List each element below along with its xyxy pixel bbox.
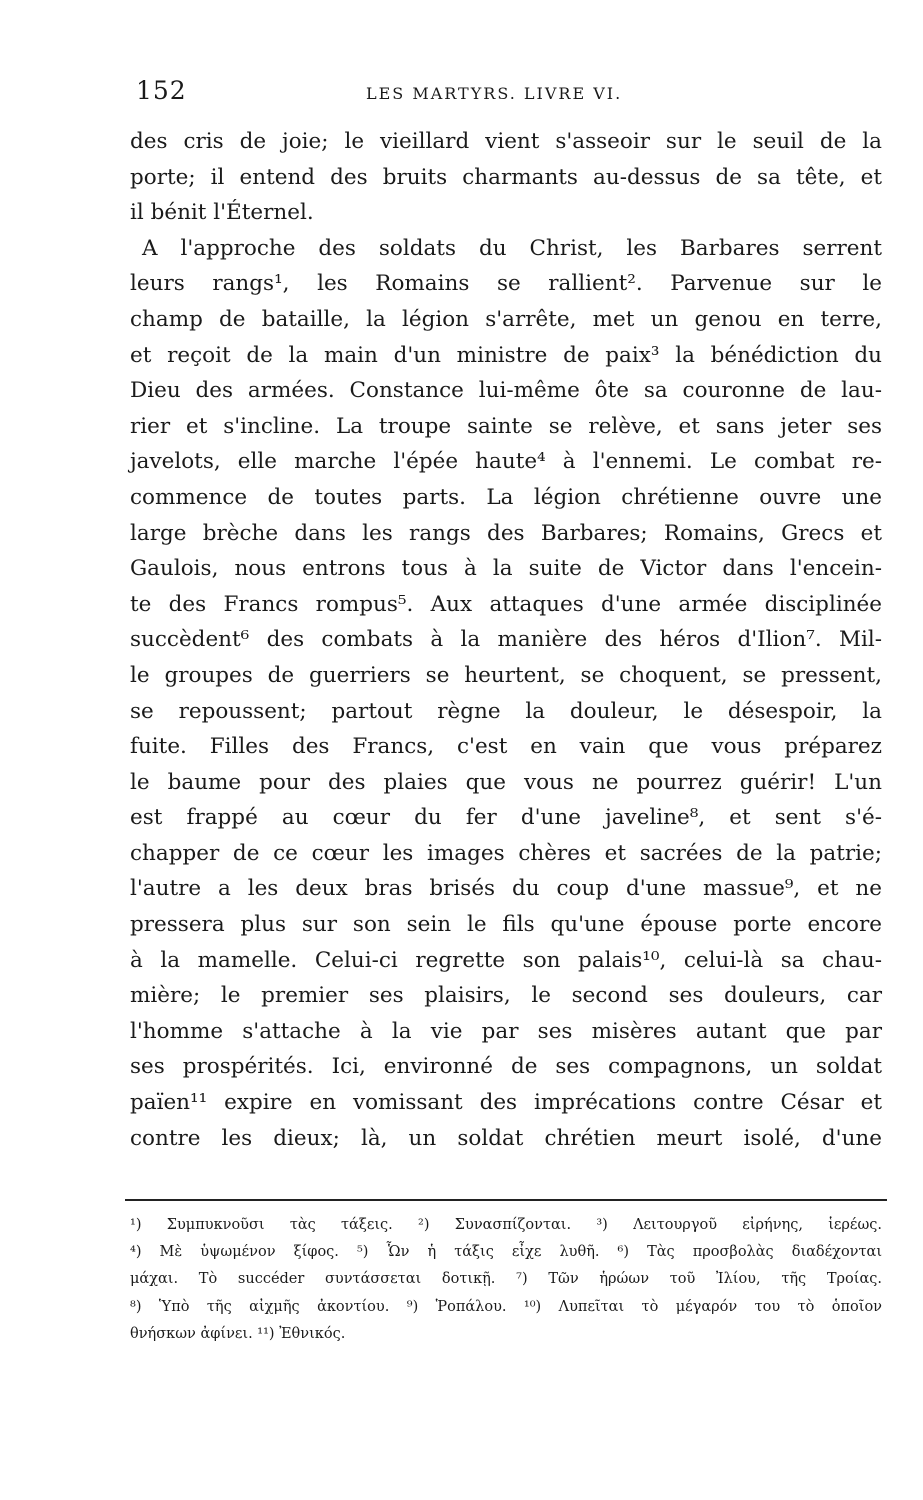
text-line: pressera plus sur son sein le fils qu'une épouse porte encore (130, 912, 882, 938)
text-line: le groupes de guerriers se heurtent, se choquent, se pressent, (130, 662, 882, 688)
text-line: des cris de joie; le vieillard vient s'asseoir sur le seuil de la (130, 129, 882, 154)
footnotes (130, 1212, 882, 1348)
footnote-line: ⁸) Ὑπὸ τῆς αἰχμῆς ἀκοντίου. ⁹) Ῥοπάλου. ¹⁰) Λυπεῖται τὸ μέγαρόν του τὸ ὁποῖον (130, 1298, 882, 1315)
text-line: il bénit l'Éternel. (130, 200, 314, 226)
text-line: est frappé au cœur du fer d'une javeline⁸, et sent s'é- (130, 805, 882, 831)
text-line: javelots, elle marche l'épée haute⁴ à l'ennemi. Le combat re- (130, 449, 882, 475)
footnote-line: ⁴) Μὲ ὑψωμένον ξίφος. ⁵) Ὧν ἡ τάξις εἶχε λυθῆ. ⁶) Τὰς προσβολὰς διαδέχονται (130, 1244, 882, 1261)
text-line: Gaulois, nous entrons tous à la suite de Victor dans l'encein- (130, 556, 882, 582)
footnote-divider (125, 1199, 887, 1201)
text-line: champ de bataille, la légion s'arrête, met un genou en terre, (130, 306, 882, 332)
text-line: se repoussent; partout règne la douleur, le désespoir, la (130, 698, 882, 724)
text-line: fuite. Filles des Francs, c'est en vain que vous préparez (130, 734, 882, 760)
text-line: à la mamelle. Celui-ci regrette son palais¹⁰, celui-là sa chau- (130, 947, 882, 973)
page-number: 152 (136, 76, 187, 105)
text-line: porte; il entend des bruits charmants au-dessus de sa tête, et (130, 164, 882, 190)
body-text (130, 124, 882, 1156)
text-line: A l'approche des soldats du Christ, les Barbares serrent (142, 235, 882, 261)
footnote-line: ¹) Συμπυκνοῦσι τὰς τάξεις. ²) Συνασπίζονται. ³) Λειτουργοῦ εἰρήνης, ἱερέως. (130, 1217, 882, 1233)
text-line: le baume pour des plaies que vous ne pourrez guérir! L'un (130, 769, 882, 795)
text-line: contre les dieux; là, un soldat chrétien meurt isolé, d'une (130, 1125, 882, 1151)
text-line: leurs rangs¹, les Romains se rallient². Parvenue sur le (130, 271, 882, 297)
text-line: large brèche dans les rangs des Barbares; Romains, Grecs et (130, 520, 882, 546)
text-line: ses prospérités. Ici, environné de ses compagnons, un soldat (130, 1054, 882, 1080)
page-header (136, 76, 875, 116)
text-line: païen¹¹ expire en vomissant des imprécations contre César et (130, 1090, 882, 1116)
footnote-line: θνήσκων ἀφίνει. ¹¹) Ἐθνικός. (130, 1325, 346, 1342)
footnote-line: μάχαι. Τὸ succéder συντάσσεται δοτικῇ. ⁷) Τῶν ἡρώων τοῦ Ἰλίου, τῆς Τροίας. (130, 1271, 882, 1288)
text-line: te des Francs rompus⁵. Aux attaques d'une armée disciplinée (130, 591, 882, 617)
text-line: chapper de ce cœur les images chères et sacrées de la patrie; (130, 840, 882, 866)
text-line: mière; le premier ses plaisirs, le second ses douleurs, car (130, 983, 882, 1009)
text-line: l'homme s'attache à la vie par ses misères autant que par (130, 1018, 882, 1044)
text-line: rier et s'incline. La troupe sainte se relève, et sans jeter ses (130, 413, 882, 439)
text-line: commence de toutes parts. La légion chrétienne ouvre une (130, 484, 882, 510)
text-line: succèdent⁶ des combats à la manière des héros d'Ilion⁷. Mil- (130, 627, 882, 653)
text-line: Dieu des armées. Constance lui-même ôte sa couronne de lau- (130, 378, 882, 404)
text-line: et reçoit de la main d'un ministre de paix³ la bénédiction du (130, 342, 882, 368)
text-line: l'autre a les deux bras brisés du coup d'une massue⁹, et ne (130, 876, 882, 902)
running-title: LES MARTYRS. LIVRE VI. (366, 84, 623, 103)
